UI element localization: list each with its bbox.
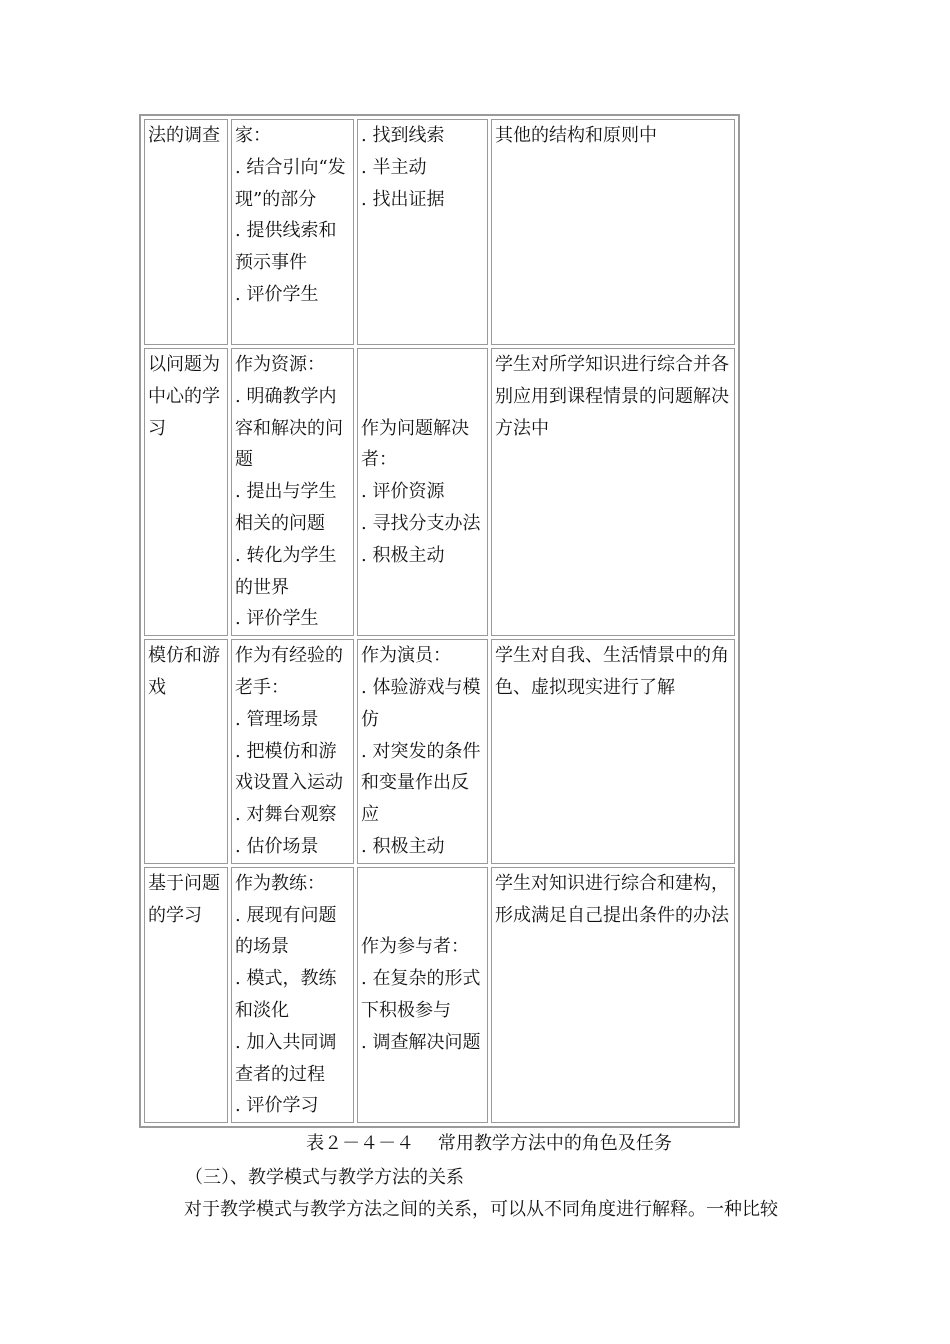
teacher-role-line: 作为有经验的老手： <box>235 645 343 698</box>
learning-outcome-cell: 学生对自我、生活情景中的角色、虚拟现实进行了解 <box>491 639 735 864</box>
body-paragraph: 对于教学模式与教学方法之间的关系，可以从不同角度进行解释。一种比较 <box>184 1199 778 1220</box>
student-role-line: . 对突发的条件和变量作出反应 <box>361 740 481 826</box>
student-role-line: . 半主动 <box>361 156 427 178</box>
table-caption: 表２－４－４ 常用教学方法中的角色及任务 <box>306 1133 672 1154</box>
teaching-methods-table-container <box>139 114 740 1126</box>
student-role-cell <box>357 119 488 345</box>
teacher-role-line: . 结合引向“发现”的部分 <box>235 156 346 210</box>
student-role-cell <box>357 348 488 636</box>
student-role-line: 作为演员： <box>361 645 451 667</box>
teacher-role-line: . 展现有问题的场景 <box>235 904 337 958</box>
teacher-role-line: . 把模仿和游戏设置入运动 <box>235 740 343 794</box>
table-row <box>144 119 735 345</box>
learning-outcome-cell: 学生对所学知识进行综合并各别应用到课程情景的问题解决方法中 <box>491 348 735 636</box>
teacher-role-line: . 评价学生 <box>235 608 319 630</box>
table-row <box>144 639 735 864</box>
teacher-role-line: 作为教练： <box>235 872 325 894</box>
teacher-role-line: 作为资源： <box>235 354 325 375</box>
student-role-line: . 评价资源 <box>361 481 445 503</box>
table-row <box>144 348 735 636</box>
student-role-cell <box>357 867 488 1123</box>
method-name-cell: 模仿和游戏 <box>144 639 228 864</box>
learning-outcome-cell: 学生对知识进行综合和建构，形成满足自己提出条件的办法 <box>491 867 735 1123</box>
section-heading: （三）、教学模式与教学方法的关系 <box>185 1167 464 1188</box>
method-name-cell: 基于问题的学习 <box>144 867 228 1123</box>
teacher-role-line: . 对舞台观察 <box>235 804 337 826</box>
teacher-role-cell <box>231 119 354 345</box>
teacher-role-line: . 管理场景 <box>235 708 319 730</box>
teacher-role-cell <box>231 639 354 864</box>
student-role-line: . 寻找分支办法 <box>361 512 481 534</box>
teacher-role-line: . 评价学生 <box>235 283 319 305</box>
teacher-role-cell <box>231 348 354 636</box>
teacher-role-line: 家： <box>235 125 271 146</box>
student-role-cell <box>357 639 488 864</box>
student-role-line: . 积极主动 <box>361 544 445 566</box>
method-name-cell: 法的调查 <box>144 119 228 345</box>
teacher-role-line: . 估价场景 <box>235 835 319 857</box>
student-role-line: . 调查解决问题 <box>361 1031 481 1053</box>
table-body <box>144 119 735 1123</box>
teacher-role-line: . 提供线索和预示事件 <box>235 220 337 274</box>
learning-outcome-cell: 其他的结构和原则中 <box>491 119 735 345</box>
teacher-role-line: . 模式，教练和淡化 <box>235 968 337 1021</box>
teacher-role-line: . 提出与学生相关的问题 <box>235 481 337 534</box>
student-role-line: . 找到线索 <box>361 125 445 146</box>
teacher-role-line: . 转化为学生的世界 <box>235 544 337 598</box>
student-role-line: . 积极主动 <box>361 835 445 857</box>
student-role-line: . 在复杂的形式下积极参与 <box>361 968 481 1021</box>
student-role-line: 作为问题解决者： <box>361 417 469 471</box>
student-role-line: 作为参与者： <box>361 936 469 958</box>
teacher-role-line: . 评价学习 <box>235 1095 319 1117</box>
teacher-role-line: . 加入共同调查者的过程 <box>235 1031 337 1085</box>
method-name-cell: 以问题为中心的学习 <box>144 348 228 636</box>
teaching-methods-table <box>139 114 740 1128</box>
teacher-role-cell <box>231 867 354 1123</box>
student-role-line: . 体验游戏与模仿 <box>361 676 481 730</box>
teacher-role-line: . 明确教学内容和解决的问题 <box>235 385 343 471</box>
student-role-line: . 找出证据 <box>361 188 445 210</box>
table-row <box>144 867 735 1123</box>
